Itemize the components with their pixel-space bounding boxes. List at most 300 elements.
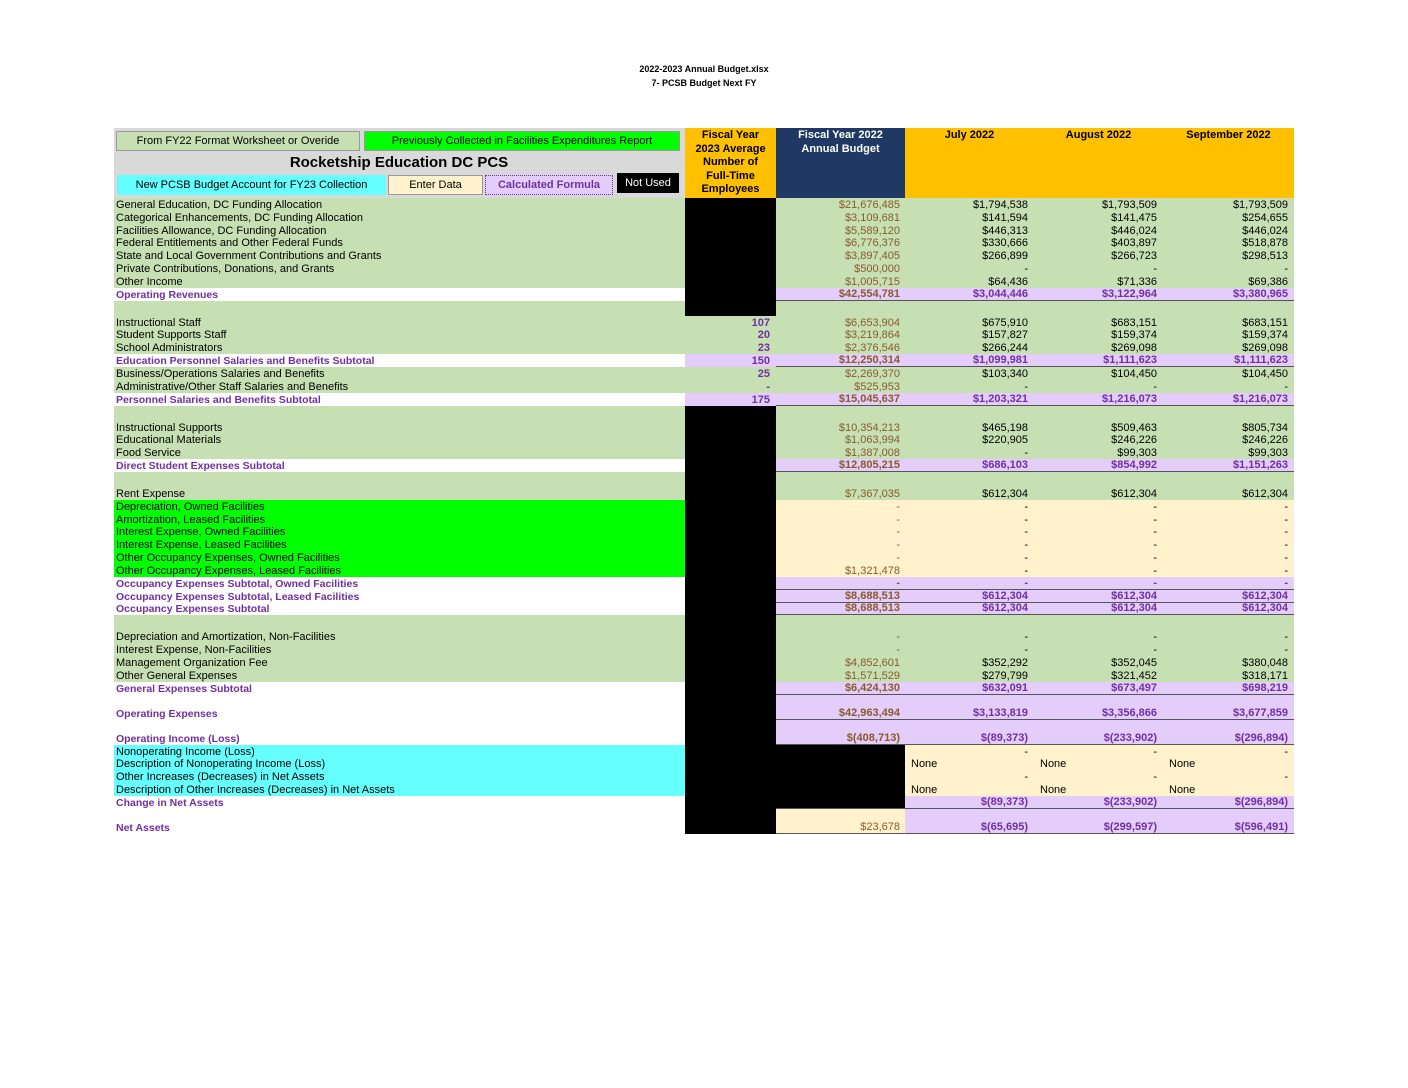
month-cell: $220,905: [905, 434, 1034, 447]
month-cell: -: [1034, 262, 1163, 275]
header-fte: Fiscal Year 2023 Average Number of Full-Time Employees: [685, 128, 776, 198]
month-cell: $403,897: [1034, 237, 1163, 250]
annual-budget-cell: $21,676,485: [776, 198, 905, 211]
spacer-band: [776, 406, 905, 421]
row-label: General Education, DC Funding Allocation: [114, 198, 685, 211]
month-cell: $612,304: [905, 603, 1034, 616]
not-used-cell: [776, 796, 905, 809]
spacer-row: [114, 406, 1294, 421]
spacer-row: [114, 472, 1294, 487]
row-label: Interest Expense, Owned Facilities: [114, 526, 685, 539]
month-cell: None: [1034, 758, 1163, 771]
not-used-cell: [685, 513, 776, 526]
annual-budget-cell: $23,678: [776, 809, 905, 834]
spacer-band: [776, 472, 905, 487]
budget-row: [114, 224, 1294, 237]
header-annual-budget: Fiscal Year 2022 Annual Budget: [776, 128, 905, 198]
annual-budget-cell: $2,269,370: [776, 367, 905, 380]
budget-row: [114, 354, 1294, 367]
month-cell: -: [1034, 538, 1163, 551]
header-september-2022: September 2022: [1163, 128, 1294, 198]
header-july-2022: July 2022: [905, 128, 1034, 198]
not-used-cell: [685, 615, 776, 630]
month-cell: $266,899: [905, 249, 1034, 262]
budget-row: [114, 262, 1294, 275]
month-cell: $632,091: [905, 682, 1034, 695]
row-label: Operating Revenues: [114, 288, 685, 301]
month-cell: -: [905, 262, 1034, 275]
budget-row: [114, 446, 1294, 459]
month-cell: $279,799: [905, 669, 1034, 682]
spacer-band: [776, 615, 905, 630]
budget-row: [114, 758, 1294, 771]
month-cell: $141,475: [1034, 211, 1163, 224]
annual-budget-cell: $3,219,864: [776, 329, 905, 342]
not-used-cell: [685, 656, 776, 669]
fte-cell: 25: [685, 367, 776, 380]
month-cell: $(296,894): [1163, 720, 1294, 745]
month-cell: $673,497: [1034, 682, 1163, 695]
not-used-cell: [685, 275, 776, 288]
month-cell: -: [1163, 538, 1294, 551]
not-used-cell: [776, 758, 905, 771]
month-cell: $612,304: [1034, 487, 1163, 500]
month-cell: $141,594: [905, 211, 1034, 224]
budget-row: [114, 249, 1294, 262]
month-cell: $675,910: [905, 316, 1034, 329]
annual-budget-cell: $8,688,513: [776, 590, 905, 603]
month-cell: $3,677,859: [1163, 695, 1294, 720]
not-used-cell: [685, 643, 776, 656]
budget-row: [114, 783, 1294, 796]
month-cell: $99,303: [1163, 446, 1294, 459]
month-cell: None: [1163, 783, 1294, 796]
budget-row: [114, 809, 1294, 834]
annual-budget-cell: -: [776, 643, 905, 656]
month-cell: $64,436: [905, 275, 1034, 288]
row-label: State and Local Government Contributions and Grants: [114, 249, 685, 262]
budget-row: [114, 211, 1294, 224]
budget-row: [114, 526, 1294, 539]
not-used-cell: [685, 249, 776, 262]
row-label: Description of Nonoperating Income (Loss): [114, 758, 685, 771]
month-cell: $3,380,965: [1163, 288, 1294, 301]
row-label: General Expenses Subtotal: [114, 682, 685, 695]
row-label: Personnel Salaries and Benefits Subtotal: [114, 393, 685, 406]
month-cell: $1,151,263: [1163, 459, 1294, 472]
month-cell: $3,044,446: [905, 288, 1034, 301]
month-cell: $612,304: [905, 590, 1034, 603]
month-cell: $104,450: [1163, 367, 1294, 380]
month-cell: $1,216,073: [1034, 393, 1163, 406]
month-cell: None: [1034, 783, 1163, 796]
annual-budget-cell: $1,321,478: [776, 564, 905, 577]
budget-row: [114, 538, 1294, 551]
month-cell: None: [905, 758, 1034, 771]
budget-row: [114, 656, 1294, 669]
not-used-cell: [685, 682, 776, 695]
month-cell: $246,226: [1163, 434, 1294, 447]
month-cell: -: [905, 770, 1034, 783]
fte-cell: 107: [685, 316, 776, 329]
month-cell: $159,374: [1034, 329, 1163, 342]
month-cell: $1,793,509: [1034, 198, 1163, 211]
annual-budget-cell: $1,063,994: [776, 434, 905, 447]
not-used-cell: [685, 237, 776, 250]
not-used-cell: [685, 603, 776, 616]
annual-budget-cell: $1,571,529: [776, 669, 905, 682]
row-label: Instructional Staff: [114, 316, 685, 329]
month-cell: -: [1163, 630, 1294, 643]
month-cell: $(233,902): [1034, 796, 1163, 809]
legend-previously-collected: Previously Collected in Facilities Expenditures Report: [364, 131, 680, 151]
not-used-cell: [685, 630, 776, 643]
legend-not-used: Not Used: [617, 173, 679, 193]
spacer-band: [905, 615, 1294, 630]
month-cell: -: [1034, 630, 1163, 643]
month-cell: $99,303: [1034, 446, 1163, 459]
not-used-cell: [685, 796, 776, 809]
month-cell: -: [1163, 500, 1294, 513]
month-cell: -: [1034, 380, 1163, 393]
month-cell: -: [905, 745, 1034, 758]
month-cell: -: [905, 513, 1034, 526]
not-used-cell: [685, 526, 776, 539]
budget-row: [114, 341, 1294, 354]
not-used-cell: [685, 446, 776, 459]
spacer-row: [114, 301, 1294, 316]
month-cell: $683,151: [1163, 316, 1294, 329]
month-cell: $446,313: [905, 224, 1034, 237]
not-used-cell: [685, 783, 776, 796]
budget-row: [114, 590, 1294, 603]
fte-cell: -: [685, 380, 776, 393]
budget-row: [114, 513, 1294, 526]
row-label: Other General Expenses: [114, 669, 685, 682]
month-cell: -: [1034, 513, 1163, 526]
month-cell: -: [1163, 262, 1294, 275]
spacer-band: [114, 472, 685, 487]
month-cell: -: [905, 446, 1034, 459]
budget-row: [114, 551, 1294, 564]
row-label: Administrative/Other Staff Salaries and Benefits: [114, 380, 685, 393]
month-cell: $446,024: [1163, 224, 1294, 237]
month-cell: $103,340: [905, 367, 1034, 380]
spacer-band: [905, 406, 1294, 421]
budget-row: [114, 682, 1294, 695]
file-title: 2022-2023 Annual Budget.xlsx: [639, 64, 769, 74]
month-cell: -: [1163, 770, 1294, 783]
month-cell: -: [1163, 577, 1294, 590]
month-cell: -: [1034, 564, 1163, 577]
month-cell: $509,463: [1034, 421, 1163, 434]
not-used-cell: [685, 695, 776, 720]
budget-row: [114, 275, 1294, 288]
budget-row: [114, 198, 1294, 211]
row-label: Instructional Supports: [114, 421, 685, 434]
month-cell: -: [1034, 577, 1163, 590]
budget-row: [114, 603, 1294, 616]
budget-row: [114, 459, 1294, 472]
legend-calculated-formula: Calculated Formula: [485, 175, 613, 195]
not-used-cell: [685, 434, 776, 447]
annual-budget-cell: -: [776, 551, 905, 564]
row-label: Occupancy Expenses Subtotal, Leased Facilities: [114, 590, 685, 603]
not-used-cell: [685, 459, 776, 472]
month-cell: -: [905, 577, 1034, 590]
annual-budget-cell: $6,653,904: [776, 316, 905, 329]
annual-budget-cell: -: [776, 630, 905, 643]
row-label: Occupancy Expenses Subtotal: [114, 603, 685, 616]
not-used-cell: [685, 758, 776, 771]
budget-row: [114, 669, 1294, 682]
budget-row: [114, 393, 1294, 406]
budget-row: [114, 380, 1294, 393]
budget-table: [114, 198, 1294, 834]
month-cell: -: [905, 500, 1034, 513]
row-label: Private Contributions, Donations, and Grants: [114, 262, 685, 275]
row-label: Description of Other Increases (Decreases) in Net Assets: [114, 783, 685, 796]
annual-budget-cell: $500,000: [776, 262, 905, 275]
annual-budget-cell: -: [776, 500, 905, 513]
annual-budget-cell: $15,045,637: [776, 393, 905, 406]
month-cell: -: [1163, 513, 1294, 526]
annual-budget-cell: $2,376,546: [776, 341, 905, 354]
month-cell: $(299,597): [1034, 809, 1163, 834]
month-cell: $465,198: [905, 421, 1034, 434]
month-cell: $71,336: [1034, 275, 1163, 288]
row-label: Educational Materials: [114, 434, 685, 447]
month-cell: $612,304: [905, 487, 1034, 500]
month-cell: $1,216,073: [1163, 393, 1294, 406]
month-cell: $683,151: [1034, 316, 1163, 329]
spacer-band: [114, 301, 685, 316]
month-cell: -: [1163, 380, 1294, 393]
annual-budget-cell: -: [776, 538, 905, 551]
annual-budget-cell: $5,589,120: [776, 224, 905, 237]
month-cell: $3,356,866: [1034, 695, 1163, 720]
month-cell: $352,292: [905, 656, 1034, 669]
month-cell: $(65,695): [905, 809, 1034, 834]
month-cell: -: [1034, 643, 1163, 656]
not-used-cell: [685, 720, 776, 745]
spacer-band: [114, 406, 685, 421]
row-label: Rent Expense: [114, 487, 685, 500]
sheet-title: 7- PCSB Budget Next FY: [651, 78, 757, 88]
row-label: Interest Expense, Non-Facilities: [114, 643, 685, 656]
row-label: Occupancy Expenses Subtotal, Owned Facilities: [114, 577, 685, 590]
month-cell: -: [905, 538, 1034, 551]
budget-row: [114, 500, 1294, 513]
spacer-row: [114, 615, 1294, 630]
month-cell: $269,098: [1163, 341, 1294, 354]
month-cell: $254,655: [1163, 211, 1294, 224]
school-name: Rocketship Education DC PCS: [289, 154, 509, 171]
month-cell: $318,171: [1163, 669, 1294, 682]
not-used-cell: [776, 745, 905, 758]
budget-row: [114, 745, 1294, 758]
month-cell: $(296,894): [1163, 796, 1294, 809]
annual-budget-cell: $8,688,513: [776, 603, 905, 616]
month-cell: $352,045: [1034, 656, 1163, 669]
row-label: Business/Operations Salaries and Benefits: [114, 367, 685, 380]
month-cell: $321,452: [1034, 669, 1163, 682]
annual-budget-cell: -: [776, 513, 905, 526]
budget-row: [114, 630, 1294, 643]
not-used-cell: [685, 198, 776, 211]
row-label: Other Increases (Decreases) in Net Assets: [114, 770, 685, 783]
not-used-cell: [685, 500, 776, 513]
budget-row: [114, 487, 1294, 500]
month-cell: $266,723: [1034, 249, 1163, 262]
not-used-cell: [685, 301, 776, 316]
month-cell: $1,111,623: [1034, 354, 1163, 367]
budget-row: [114, 564, 1294, 577]
budget-row: [114, 720, 1294, 745]
fte-cell: 150: [685, 354, 776, 367]
not-used-cell: [685, 211, 776, 224]
month-cell: -: [905, 630, 1034, 643]
month-cell: $69,386: [1163, 275, 1294, 288]
annual-budget-cell: $525,953: [776, 380, 905, 393]
row-label: School Administrators: [114, 341, 685, 354]
month-cell: $(89,373): [905, 796, 1034, 809]
spacer-band: [776, 301, 905, 316]
month-cell: -: [905, 380, 1034, 393]
month-cell: -: [1034, 745, 1163, 758]
not-used-cell: [685, 551, 776, 564]
row-label: Interest Expense, Leased Facilities: [114, 538, 685, 551]
annual-budget-cell: $7,367,035: [776, 487, 905, 500]
not-used-cell: [685, 224, 776, 237]
month-cell: $3,133,819: [905, 695, 1034, 720]
month-cell: -: [1034, 500, 1163, 513]
row-label: Education Personnel Salaries and Benefits Subtotal: [114, 354, 685, 367]
month-cell: $298,513: [1163, 249, 1294, 262]
row-label: Amortization, Leased Facilities: [114, 513, 685, 526]
month-cell: -: [1034, 526, 1163, 539]
row-label: Other Occupancy Expenses, Owned Facilities: [114, 551, 685, 564]
fte-cell: 20: [685, 329, 776, 342]
legend-from-fy22: From FY22 Format Worksheet or Overide: [116, 131, 360, 151]
month-cell: $805,734: [1163, 421, 1294, 434]
row-label: Direct Student Expenses Subtotal: [114, 459, 685, 472]
month-cell: $104,450: [1034, 367, 1163, 380]
month-cell: -: [1034, 770, 1163, 783]
month-cell: $1,794,538: [905, 198, 1034, 211]
annual-budget-cell: $3,109,681: [776, 211, 905, 224]
fte-cell: 23: [685, 341, 776, 354]
budget-row: [114, 796, 1294, 809]
not-used-cell: [685, 770, 776, 783]
month-cell: $330,666: [905, 237, 1034, 250]
month-cell: $1,099,981: [905, 354, 1034, 367]
budget-row: [114, 329, 1294, 342]
budget-row: [114, 643, 1294, 656]
month-cell: $612,304: [1163, 603, 1294, 616]
annual-budget-cell: -: [776, 577, 905, 590]
month-cell: $266,244: [905, 341, 1034, 354]
month-cell: $3,122,964: [1034, 288, 1163, 301]
budget-row: [114, 316, 1294, 329]
row-label: Net Assets: [114, 809, 685, 834]
budget-row: [114, 434, 1294, 447]
month-cell: -: [1163, 526, 1294, 539]
row-label: Operating Expenses: [114, 695, 685, 720]
annual-budget-cell: $12,250,314: [776, 354, 905, 367]
annual-budget-cell: -: [776, 526, 905, 539]
month-cell: $1,203,321: [905, 393, 1034, 406]
not-used-cell: [685, 745, 776, 758]
budget-row: [114, 288, 1294, 301]
month-cell: $854,992: [1034, 459, 1163, 472]
month-cell: $269,098: [1034, 341, 1163, 354]
month-cell: $159,374: [1163, 329, 1294, 342]
month-cell: -: [1163, 643, 1294, 656]
legend-enter-data: Enter Data: [388, 175, 483, 195]
annual-budget-cell: $42,963,494: [776, 695, 905, 720]
not-used-cell: [776, 783, 905, 796]
row-label: Change in Net Assets: [114, 796, 685, 809]
month-cell: $686,103: [905, 459, 1034, 472]
annual-budget-cell: $1,005,715: [776, 275, 905, 288]
month-cell: $612,304: [1163, 487, 1294, 500]
month-cell: $157,827: [905, 329, 1034, 342]
month-cell: $1,793,509: [1163, 198, 1294, 211]
not-used-cell: [685, 577, 776, 590]
annual-budget-cell: $10,354,213: [776, 421, 905, 434]
row-label: Nonoperating Income (Loss): [114, 745, 685, 758]
budget-row: [114, 367, 1294, 380]
annual-budget-cell: $4,852,601: [776, 656, 905, 669]
annual-budget-cell: $6,776,376: [776, 237, 905, 250]
month-cell: $(596,491): [1163, 809, 1294, 834]
row-label: Facilities Allowance, DC Funding Allocation: [114, 224, 685, 237]
row-label: Management Organization Fee: [114, 656, 685, 669]
row-label: Other Occupancy Expenses, Leased Facilities: [114, 564, 685, 577]
not-used-cell: [685, 421, 776, 434]
not-used-cell: [685, 538, 776, 551]
spacer-band: [905, 472, 1294, 487]
budget-row: [114, 770, 1294, 783]
budget-row: [114, 695, 1294, 720]
month-cell: -: [905, 551, 1034, 564]
row-label: Food Service: [114, 446, 685, 459]
spacer-band: [114, 615, 685, 630]
month-cell: -: [1163, 745, 1294, 758]
fte-cell: 175: [685, 393, 776, 406]
not-used-cell: [685, 809, 776, 834]
spacer-band: [905, 301, 1294, 316]
row-label: Federal Entitlements and Other Federal Funds: [114, 237, 685, 250]
row-label: Other Income: [114, 275, 685, 288]
not-used-cell: [685, 262, 776, 275]
row-label: Student Supports Staff: [114, 329, 685, 342]
annual-budget-cell: $(408,713): [776, 720, 905, 745]
not-used-cell: [685, 288, 776, 301]
header-august-2022: August 2022: [1034, 128, 1163, 198]
annual-budget-cell: $42,554,781: [776, 288, 905, 301]
legend-new-account: New PCSB Budget Account for FY23 Collection: [117, 175, 386, 195]
month-cell: $380,048: [1163, 656, 1294, 669]
not-used-cell: [685, 590, 776, 603]
month-cell: $518,878: [1163, 237, 1294, 250]
row-label: Depreciation, Owned Facilities: [114, 500, 685, 513]
not-used-cell: [685, 406, 776, 421]
month-cell: None: [905, 783, 1034, 796]
annual-budget-cell: $6,424,130: [776, 682, 905, 695]
month-cell: $612,304: [1034, 590, 1163, 603]
